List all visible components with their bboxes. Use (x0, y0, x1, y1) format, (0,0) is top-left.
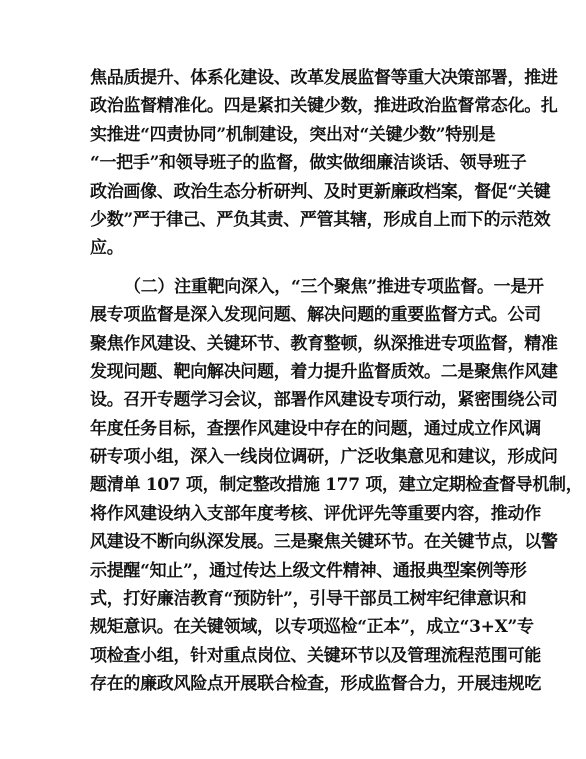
text-line: （二）注重靶向深入，“三个聚焦”推进专项监督。一是开 (124, 276, 544, 297)
text-line: 式，打好廉洁教育“预防针”，引导干部员工树牢纪律意识和 (90, 589, 527, 610)
text-line: 设。召开专题学习会议，部署作风建设专项行动，紧密围绕公司 (90, 390, 558, 411)
text-line: 政治监督精准化。四是紧扣关键少数，推进政治监督常态化。扎 (90, 96, 558, 117)
text-line: 风建设不断向纵深发展。三是聚焦关键环节。在关键节点，以警 (90, 532, 558, 553)
body-text (90, 64, 583, 699)
text-line: 少数”严于律己、严负其责、严管其辖，形成自上而下的示范效 (90, 209, 551, 230)
text-line: 项检查小组，针对重点岗位、关键环节以及管理流程范围可能 (90, 645, 541, 666)
text-line: 发现问题、靶向解决问题，着力提升监督质效。二是聚焦作风建 (90, 361, 558, 382)
text-line: 焦品质提升、体系化建设、改革发展监督等重大决策部署，推进 (90, 68, 558, 88)
text-line: 示提醒“知止”，通过传达上级文件精神、通报典型案例等形 (90, 560, 527, 581)
paragraph (90, 64, 558, 263)
text-line: 存在的廉政风险点开展联合检查，形成监督合力，开展违规吃 (90, 674, 541, 695)
text-line: 聚焦作风建设、关键环节、教育整顿，纵深推进专项监督，精准 (90, 333, 558, 354)
text-line: 将作风建设纳入支部年度考核、评优评先等重要内容，推动作 (90, 503, 541, 524)
text-line: 研专项小组，深入一线岗位调研，广泛收集意见和建议，形成问 (90, 447, 558, 468)
paragraph (90, 273, 583, 699)
text-line: 实推进“四责协同”机制建设，突出对“关键少数”特别是 (90, 124, 496, 145)
text-line: 政治画像、政治生态分析研判、及时更新廉政档案，督促“关键 (90, 181, 551, 202)
text-line: “一把手”和领导班子的监督，做实做细廉洁谈话、领导班子 (90, 153, 527, 174)
text-line: 展专项监督是深入发现问题、解决问题的重要监督方式。公司 (90, 305, 541, 326)
text-line: 应。 (90, 238, 124, 259)
text-line: 年度任务目标，查摆作风建设中存在的问题，通过成立作风调 (90, 418, 541, 439)
paragraph-spacing (90, 263, 498, 273)
text-line: 规矩意识。在关键领域，以专项巡检“正本”，成立“3+X”专 (90, 617, 534, 638)
text-line: 题清单 107 项，制定整改措施 177 项，建立定期检查督导机制， (90, 475, 583, 496)
